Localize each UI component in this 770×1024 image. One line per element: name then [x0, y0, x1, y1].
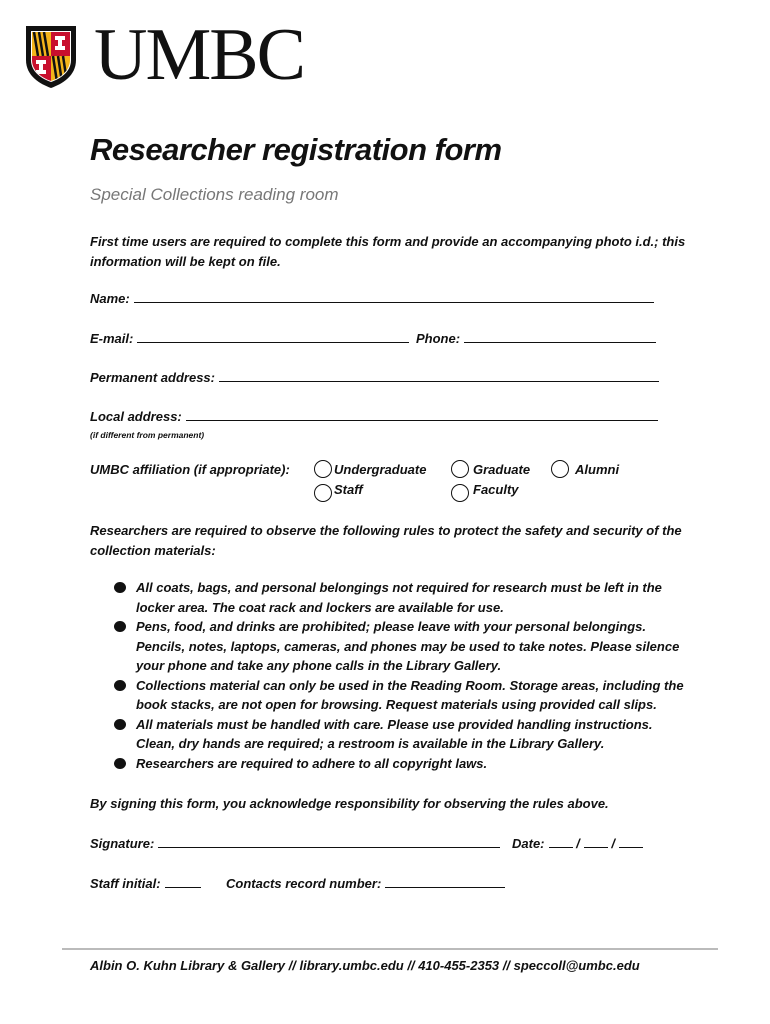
acknowledgement-text: By signing this form, you acknowledge responsibility for observing the rules above.	[90, 796, 609, 811]
staff-label: Staff	[334, 482, 363, 497]
signature-blank[interactable]	[158, 835, 500, 848]
permanent-address-blank[interactable]	[219, 369, 659, 382]
footer-divider	[62, 948, 718, 950]
signature-label: Signature:	[90, 836, 155, 851]
date-separator: /	[576, 836, 580, 851]
rule-item	[112, 676, 692, 715]
permanent-address-field[interactable]	[90, 369, 659, 385]
rules-list	[112, 578, 692, 773]
phone-field[interactable]	[416, 330, 656, 346]
page-title: Researcher registration form	[90, 132, 502, 167]
alumni-radio[interactable]	[551, 460, 569, 478]
permanent-address-label: Permanent address:	[90, 370, 215, 385]
email-label: E-mail:	[90, 331, 134, 346]
faculty-label: Faculty	[473, 482, 519, 497]
page-subtitle: Special Collections reading room	[90, 185, 339, 204]
rule-text: Collections material can only be used in the Reading Room. Storage areas, including the book stacks, are not open for browsing. Request materials using provided call slips.	[136, 677, 684, 712]
affiliation-label: UMBC affiliation (if appropriate):	[90, 462, 290, 477]
faculty-radio[interactable]	[451, 484, 469, 502]
staff-initial-field[interactable]	[90, 875, 201, 891]
local-address-field[interactable]	[90, 408, 658, 424]
footer-text: Albin O. Kuhn Library & Gallery // library.umbc.edu // 410-455-2353 // speccoll@umbc.edu	[90, 958, 640, 973]
name-field[interactable]	[90, 290, 654, 306]
rule-item	[112, 617, 692, 676]
contacts-record-field[interactable]	[226, 875, 505, 891]
date-separator: /	[611, 836, 616, 851]
email-field[interactable]	[90, 330, 409, 346]
rules-intro: Researchers are required to observe the following rules to protect the safety and security of the collection materials:	[90, 523, 682, 558]
shield-crest-icon	[22, 22, 80, 90]
bullet-icon	[114, 621, 126, 632]
date-month-blank[interactable]	[549, 835, 573, 848]
rule-text: Pens, food, and drinks are prohibited; please leave with your personal belongings. Pencils, notes, laptops, cameras, and phones may be used to take notes. Please silence your phone and take any phone calls in the Library Gallery.	[136, 619, 680, 673]
local-address-label: Local address:	[90, 409, 182, 424]
umbc-logo	[22, 14, 307, 96]
graduate-radio[interactable]	[451, 460, 469, 478]
phone-blank[interactable]	[464, 330, 656, 343]
date-label: Date:	[512, 836, 545, 851]
bullet-icon	[114, 758, 126, 769]
staff-initial-blank[interactable]	[165, 875, 201, 888]
rule-item	[112, 715, 692, 754]
rule-item	[112, 578, 692, 617]
rule-item	[112, 754, 692, 774]
bullet-icon	[114, 719, 126, 730]
undergraduate-label: Undergraduate	[334, 462, 427, 477]
undergraduate-radio[interactable]	[314, 460, 332, 478]
contacts-record-label: Contacts record number:	[226, 876, 382, 891]
staff-initial-label: Staff initial:	[90, 876, 161, 891]
phone-label: Phone:	[416, 331, 461, 346]
email-blank[interactable]	[137, 330, 409, 343]
signature-field[interactable]	[90, 835, 500, 851]
logo-wordmark: UMBC	[94, 14, 304, 96]
alumni-label: Alumni	[575, 462, 620, 477]
staff-radio[interactable]	[314, 484, 332, 502]
date-day-blank[interactable]	[584, 835, 608, 848]
local-address-blank[interactable]	[186, 408, 658, 421]
intro-text: First time users are required to complete this form and provide an accompanying photo i.d.; this information will be kept on file.	[90, 234, 686, 269]
bullet-icon	[114, 680, 126, 691]
name-label: Name:	[90, 291, 130, 306]
name-blank[interactable]	[134, 290, 654, 303]
graduate-label: Graduate	[473, 462, 531, 477]
rule-text: Researchers are required to adhere to all copyright laws.	[136, 755, 488, 771]
rule-text: All coats, bags, and personal belongings not required for research must be left in the locker area. The coat rack and lockers are available for use.	[136, 580, 662, 615]
date-field[interactable]	[512, 835, 643, 851]
date-year-blank[interactable]	[619, 835, 643, 848]
bullet-icon	[114, 582, 126, 593]
local-address-note: (if different from permanent)	[90, 430, 205, 440]
rule-text: All materials must be handled with care. Please use provided handling instructions. Clean, dry hands are required; a restroom is available in the Library Gallery.	[136, 716, 653, 751]
contacts-record-blank[interactable]	[385, 875, 505, 888]
